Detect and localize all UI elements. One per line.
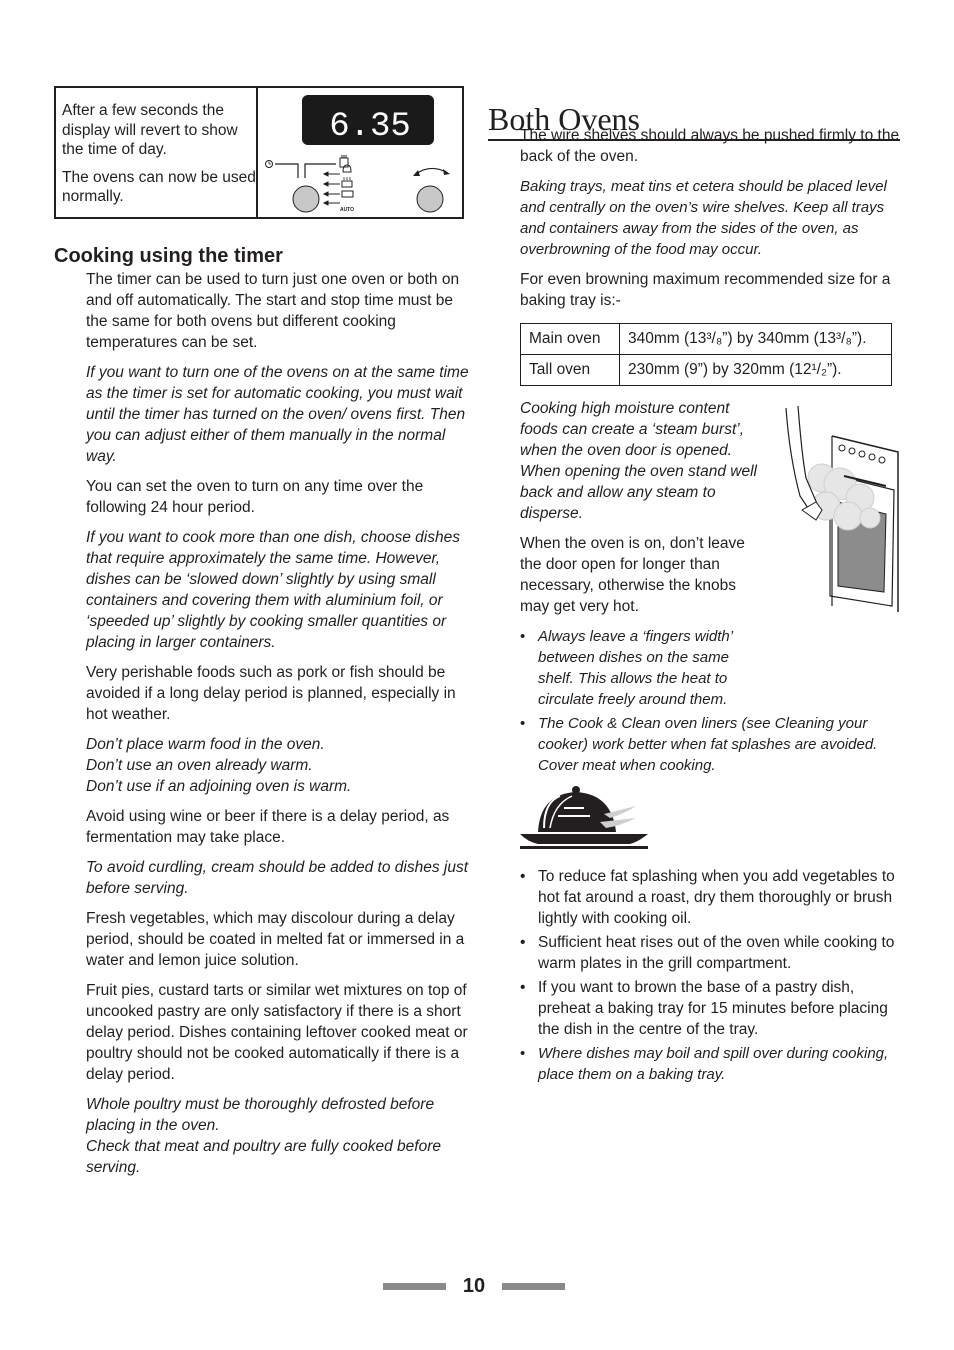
timer-paragraph-1: The timer can be used to turn just one oven or both on and off automatically. The start and stop time must be the same for both ovens but different cooking temperatures can be set. [86, 271, 460, 351]
left-knob[interactable] [293, 186, 319, 212]
section-heading-timer: Cooking using the timer [54, 245, 283, 267]
steam-section [520, 398, 902, 617]
poultry-line-2: Check that meat and poultry are fully cooked before serving. [86, 1138, 441, 1176]
timer-info-text-2: The ovens can now be used normally. [62, 168, 256, 205]
steam-paragraph: Cooking high moisture content foods can create a ‘steam burst’, when the oven door is opened. When opening the oven stand well back and allow any steam to disperse. [520, 400, 757, 522]
list-item-text: Always leave a ‘fingers width’ between dishes on the same shelf. This allows the heat to circulate freely around them. [538, 628, 733, 708]
warning-line-1: Don’t place warm food in the oven. [86, 736, 325, 753]
poultry-line-1: Whole poultry must be thoroughly defrosted before placing in the oven. [86, 1096, 435, 1134]
table-row [521, 324, 892, 355]
timer-paragraph-6 [86, 734, 469, 797]
footer-bar-right [502, 1283, 565, 1290]
list-item: • Where dishes may boil and spill over during cooking, place them on a baking tray. [520, 1043, 902, 1085]
timer-info-text-1: After a few seconds the display will revert to show the time of day. [62, 102, 238, 158]
list-item [520, 626, 902, 710]
timer-paragraph-5: Very perishable foods such as pork or fish should be avoided if a long delay period is planned, especially in hot weather. [86, 664, 456, 723]
ovens-paragraph-2: Baking trays, meat tins et cetera should be placed level and centrally on the oven’s wire shelves. Keep all trays and containers away from the sides of the oven, as overbrowning of the food may occur. [520, 178, 887, 258]
bell-icon [343, 165, 351, 172]
oven-steam-illustration [782, 406, 902, 612]
timer-paragraph-11 [86, 1094, 469, 1178]
right-knob[interactable] [417, 186, 443, 212]
timer-paragraph-2: If you want to turn one of the ovens on at the same time as the timer is set for automatic cooking, you must wait until the timer has turned on the oven/ ovens first. Then you can adjust either of them manually in the normal way. [86, 364, 469, 465]
page-number: 10 [462, 1275, 486, 1297]
table-cell-label: Main oven [521, 324, 620, 355]
left-column [54, 243, 469, 1187]
list-item: • The Cook & Clean oven liners (see Cleaning your cooker) work better when fat splashes are avoided. Cover meat when cooking. [520, 713, 902, 776]
pot-icon [342, 177, 352, 187]
list-item: • To reduce fat splashing when you add vegetables to hot fat around a roast, dry them thoroughly or brush lightly with cooking oil. [520, 866, 902, 929]
timer-paragraph-10: Fruit pies, custard tarts or similar wet mixtures on top of uncooked pastry are only satisfactory if there is a short delay period. Dishes containing leftover cooked meat or poultry should not be cooked automatically if there is a delay period. [86, 982, 468, 1083]
timer-info-box [54, 86, 464, 219]
list-item: • If you want to brown the base of a pastry dish, preheat a baking tray for 15 minutes before placing the dish in the centre of the tray. [520, 977, 902, 1040]
ovens-paragraph-3: For even browning maximum recommended size for a baking tray is:- [520, 271, 891, 309]
warning-line-3: Don’t use if an adjoining oven is warm. [86, 778, 352, 795]
covered-dish-icon [520, 784, 650, 850]
dish-icon [342, 191, 353, 197]
rotate-arrows-icon [413, 168, 450, 176]
table-row [521, 355, 892, 386]
right-column [520, 125, 902, 1093]
table-cell-value: 340mm (13³/₈”) by 340mm (13³/₈”). [620, 324, 892, 355]
timer-info-text [56, 88, 258, 217]
timer-paragraph-8: To avoid curdling, cream should be added to dishes just before serving. [86, 859, 468, 897]
clock-icon [266, 161, 273, 168]
list-item: • Sufficient heat rises out of the oven while cooking to warm plates in the grill compartment. [520, 932, 902, 974]
timer-paragraph-7: Avoid using wine or beer if there is a delay period, as fermentation may take place. [86, 808, 450, 846]
auto-label: AUTO [339, 207, 355, 213]
control-panel-svg [258, 88, 462, 217]
tips-list-1 [520, 626, 902, 776]
table-cell-value: 230mm (9”) by 320mm (12¹/₂”). [620, 355, 892, 386]
clock-pointer-line [275, 164, 298, 178]
door-paragraph: When the oven is on, don’t leave the door open for longer than necessary, otherwise the knobs may get very hot. [520, 535, 745, 615]
baking-tray-size-table [520, 323, 892, 386]
tips-list-2 [520, 866, 902, 1085]
hand-pointer-line [305, 164, 336, 178]
timer-paragraph-9: Fresh vegetables, which may discolour during a delay period, should be coated in melted fat or immersed in a water and lemon juice solution. [86, 910, 465, 969]
page-title: Both Ovens [488, 99, 900, 141]
timer-paragraph-3: You can set the oven to turn on any time over the following 24 hour period. [86, 478, 424, 516]
timer-paragraph-4: If you want to cook more than one dish, choose dishes that require approximately the same time. However, dishes can be ‘slowed down’ slightly by using small containers and covering them with aluminium foil, or ‘speeded up’ slightly by cooking smaller quantities or placing in larger containers. [86, 529, 460, 651]
page-footer [383, 1272, 565, 1300]
table-cell-label: Tall oven [521, 355, 620, 386]
timer-section-body [86, 269, 469, 1178]
control-panel-illustration [258, 88, 462, 217]
function-arrows [324, 172, 340, 205]
warning-line-2: Don’t use an oven already warm. [86, 757, 313, 774]
ovens-paragraph-1: The wire shelves should always be pushed firmly to the back of the oven. [520, 127, 900, 165]
timer-display-digits: 6.35 [329, 108, 411, 146]
